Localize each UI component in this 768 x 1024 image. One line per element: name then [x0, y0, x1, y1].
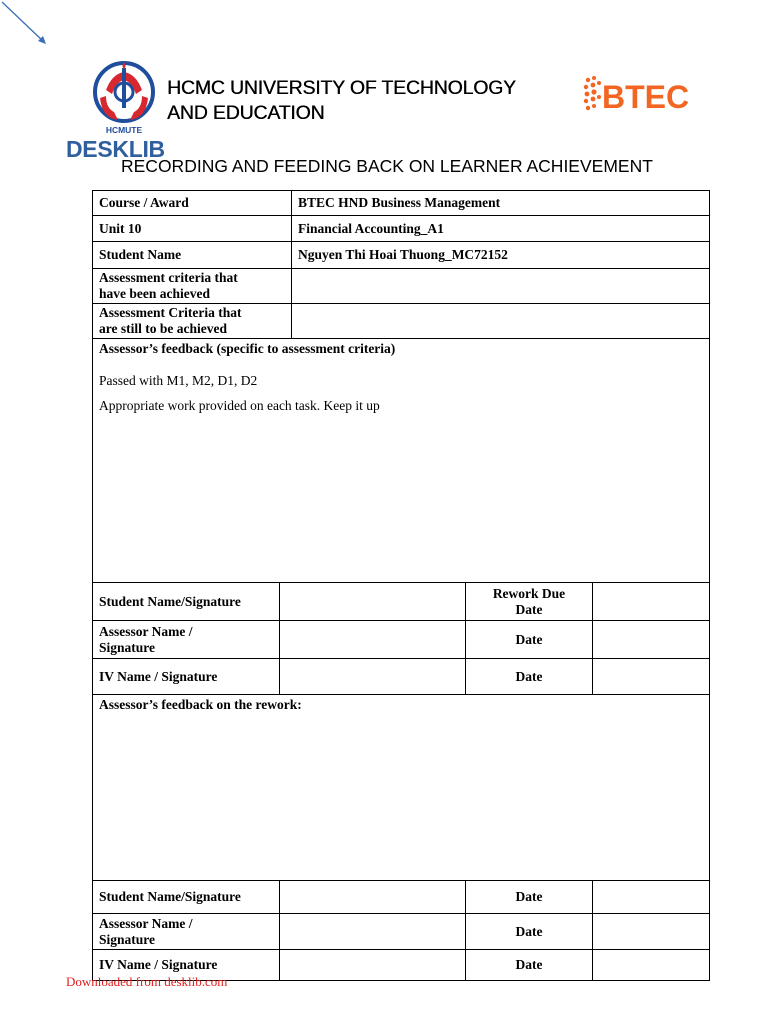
assessor-signature-label-2	[93, 914, 280, 950]
document-title: RECORDING AND FEEDING BACK ON LEARNER ACHIEVEMENT	[121, 156, 653, 176]
table-row	[93, 881, 710, 914]
iv-signature-label: IV Name / Signature	[93, 659, 280, 695]
assessor-feedback-cell[interactable]	[93, 339, 710, 583]
course-value: BTEC HND Business Management	[292, 191, 710, 216]
rework-due-label-line-1: Rework Due	[492, 585, 566, 601]
table-row	[93, 304, 710, 339]
iv-signature-label-2: IV Name / Signature	[93, 950, 280, 981]
student-signature-label: Student Name/Signature	[93, 583, 280, 621]
table-row	[93, 216, 710, 242]
assessor-feedback-heading: Assessor’s feedback (specific to assessment criteria)	[99, 341, 396, 356]
btec-logo	[582, 74, 694, 116]
assessor-label-2-line-1: Assessor Name /	[99, 915, 193, 931]
feedback-line-1: Passed with M1, M2, D1, D2	[99, 373, 258, 388]
student-name-value: Nguyen Thi Hoai Thuong_MC72152	[292, 242, 710, 269]
criteria-pending-value[interactable]	[292, 304, 710, 339]
table-row	[93, 242, 710, 269]
iv-date-label: Date	[466, 659, 593, 695]
table-row	[93, 339, 710, 583]
assessor-date-label-2: Date	[466, 914, 593, 950]
table-row	[93, 659, 710, 695]
rework-due-date-label	[466, 583, 593, 621]
table-row	[93, 583, 710, 621]
rework-feedback-cell[interactable]	[93, 695, 710, 881]
assessment-form-table	[92, 190, 710, 981]
student-signature-field[interactable]	[280, 583, 466, 621]
corner-arrow-icon	[0, 0, 52, 50]
iv-signature-field-2[interactable]	[280, 950, 466, 981]
assessor-label-2-line-2: Signature	[99, 931, 156, 947]
university-title-line-1: HCMC UNIVERSITY OF TECHNOLOGY	[167, 77, 516, 99]
assessor-label-line-2: Signature	[99, 639, 156, 655]
criteria-achieved-label-line-1: Assessment criteria that	[99, 270, 238, 285]
student-date-label-2: Date	[466, 881, 593, 914]
assessor-label-line-1: Assessor Name /	[99, 623, 193, 639]
rework-due-label-line-2: Date	[515, 601, 543, 617]
course-label: Course / Award	[93, 191, 292, 216]
desklib-watermark: DESKLIB	[66, 136, 165, 162]
btec-logo-text: BTEC	[602, 79, 690, 115]
table-row	[93, 914, 710, 950]
unit-value: Financial Accounting_A1	[292, 216, 710, 242]
assessor-date-label: Date	[466, 621, 593, 659]
rework-feedback-heading: Assessor’s feedback on the rework:	[99, 697, 302, 712]
student-date-field-2[interactable]	[593, 881, 710, 914]
table-row	[93, 695, 710, 881]
assessor-signature-field-2[interactable]	[280, 914, 466, 950]
criteria-pending-label-line-2: are still to be achieved	[99, 321, 227, 336]
assessor-signature-label	[93, 621, 280, 659]
criteria-achieved-value[interactable]	[292, 269, 710, 304]
iv-date-field-2[interactable]	[593, 950, 710, 981]
assessor-signature-field[interactable]	[280, 621, 466, 659]
table-row	[93, 191, 710, 216]
assessor-date-field[interactable]	[593, 621, 710, 659]
student-name-label: Student Name	[93, 242, 292, 269]
iv-date-label-2: Date	[466, 950, 593, 981]
download-source-footer[interactable]: Downloaded from desklib.com	[66, 974, 228, 989]
table-row	[93, 621, 710, 659]
hcmute-logo	[92, 60, 156, 136]
student-signature-label-2: Student Name/Signature	[93, 881, 280, 914]
unit-label: Unit 10	[93, 216, 292, 242]
iv-signature-field[interactable]	[280, 659, 466, 695]
university-title-line-2: AND EDUCATION	[167, 102, 325, 124]
criteria-pending-label-line-1: Assessment Criteria that	[99, 305, 242, 320]
student-signature-field-2[interactable]	[280, 881, 466, 914]
criteria-achieved-label-line-2: have been achieved	[99, 286, 210, 301]
criteria-achieved-label	[93, 269, 292, 304]
feedback-line-2: Appropriate work provided on each task. Keep it up	[99, 398, 380, 413]
rework-due-date-field[interactable]	[593, 583, 710, 621]
assessor-date-field-2[interactable]	[593, 914, 710, 950]
hcmute-logo-text: HCMUTE	[105, 125, 143, 135]
table-row	[93, 269, 710, 304]
iv-date-field[interactable]	[593, 659, 710, 695]
criteria-pending-label	[93, 304, 292, 339]
university-title	[167, 76, 516, 126]
